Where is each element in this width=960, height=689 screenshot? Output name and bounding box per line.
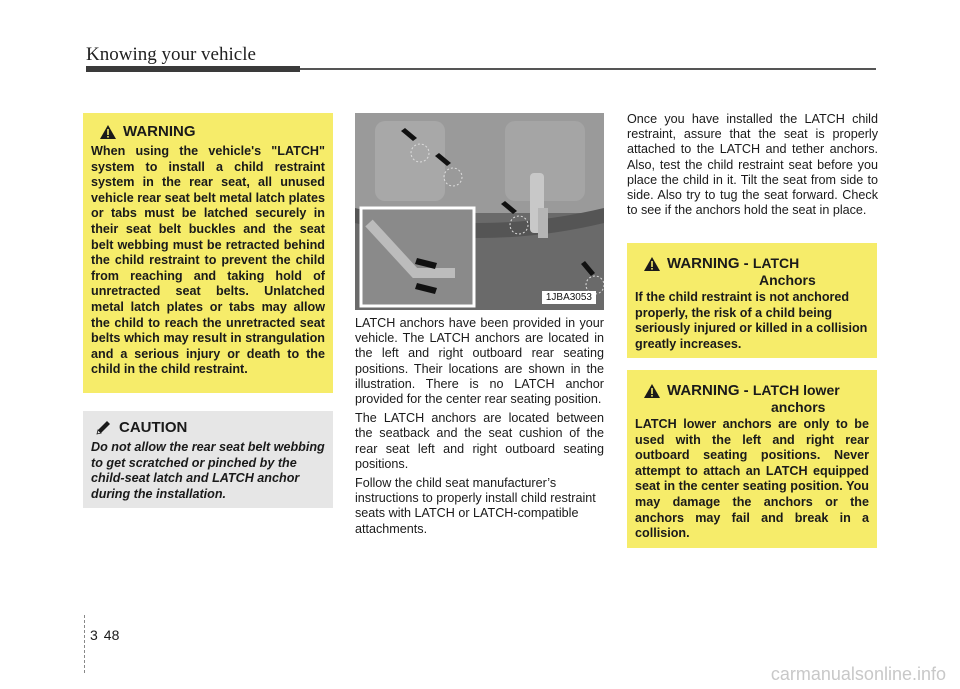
warning-lower-body: LATCH lower anchors are only to be used with the left and right rear outboard seating positions. Never attempt to attach an LATCH equipped seat in the center seating position. You may damage the anchors or the anchors may fail and break in a collision. [635, 417, 869, 541]
caution-box [83, 411, 333, 508]
warning-triangle-icon [643, 383, 661, 399]
warning-anchors-title-2: Anchors [759, 272, 816, 288]
middle-text-column [355, 316, 604, 541]
warning-lower-title-1: LATCH lower [752, 382, 840, 398]
seat-illustration-graphic [355, 113, 604, 310]
warning-lower-prefix: WARNING - [667, 382, 753, 399]
right-text-column [627, 112, 878, 222]
watermark-text: carmanualsonline.info [770, 664, 946, 684]
warning-triangle-icon [99, 124, 117, 140]
middle-paragraph-2: The LATCH anchors are located between the seatback and the seat cushion of the rear seat left and right outboard seating positions. [355, 411, 604, 471]
warning-anchors-title-1: LATCH [752, 255, 800, 271]
page-number [86, 627, 125, 643]
warning-anchors-prefix: WARNING - [667, 255, 753, 272]
header-rule-dark [86, 66, 300, 72]
warning-lower-anchors-box [627, 370, 877, 548]
pencil-icon [95, 420, 113, 436]
caution-title: CAUTION [119, 419, 188, 436]
warning-latch-body: When using the vehicle's "LATCH" system to install a child restraint system in the rear seat, all unused vehicle rear seat belt metal latch plates or tabs must be latched securely in their seat belt buckles and the seat belt webbing must be retracted behind the child restraint to prevent the child from reaching and taking hold of unretracted seat belts. Unlatched metal latch plates or tabs may allow the child to reach the unretracted seat belts which may result in strangulation and a serious injury or death to the child in the child restraint. [91, 144, 325, 377]
warning-triangle-icon [643, 256, 661, 272]
chapter-number: 3 [90, 627, 98, 643]
right-paragraph-1: Once you have installed the LATCH child restraint, assure that the seat is properly attached to the LATCH and tether anchors. Also, test the child restraint seat before you place the child in it. Tilt the seat from side to side. Also try to tug the seat forward. Check to see if the anchors hold the seat in place. [627, 112, 878, 218]
footer-divider [84, 615, 85, 673]
page-header-title: Knowing your vehicle [86, 44, 256, 65]
warning-lower-heading [635, 382, 869, 415]
figure-label: 1JBA3053 [542, 291, 596, 304]
page-number-value: 48 [103, 627, 120, 643]
middle-paragraph-3: Follow the child seat manufacturer’s instructions to properly install child restraint seats with LATCH or LATCH-compatible attachments. [355, 476, 596, 536]
middle-paragraph-1: LATCH anchors have been provided in your vehicle. The LATCH anchors are located in the left and right outboard rear seating positions. Their locations are shown in the illustration. There is no LATCH anchor provided for the center rear seating position. [355, 316, 604, 407]
caution-heading [91, 419, 325, 436]
warning-latch-heading [91, 123, 325, 140]
warning-anchors-heading [635, 255, 869, 288]
warning-lower-title-2: anchors [771, 399, 826, 415]
warning-anchors-box [627, 243, 877, 358]
caution-body: Do not allow the rear seat belt webbing to get scratched or pinched by the child-seat latch and LATCH anchor during the installation. [91, 440, 325, 501]
latch-anchor-illustration [355, 113, 604, 310]
warning-latch-title: WARNING [123, 123, 196, 140]
warning-anchors-body: If the child restraint is not anchored properly, the risk of a child being seriously injured or killed in a collision greatly increases. [635, 290, 868, 351]
header-rule-thin [300, 68, 876, 70]
warning-latch-box [83, 113, 333, 393]
